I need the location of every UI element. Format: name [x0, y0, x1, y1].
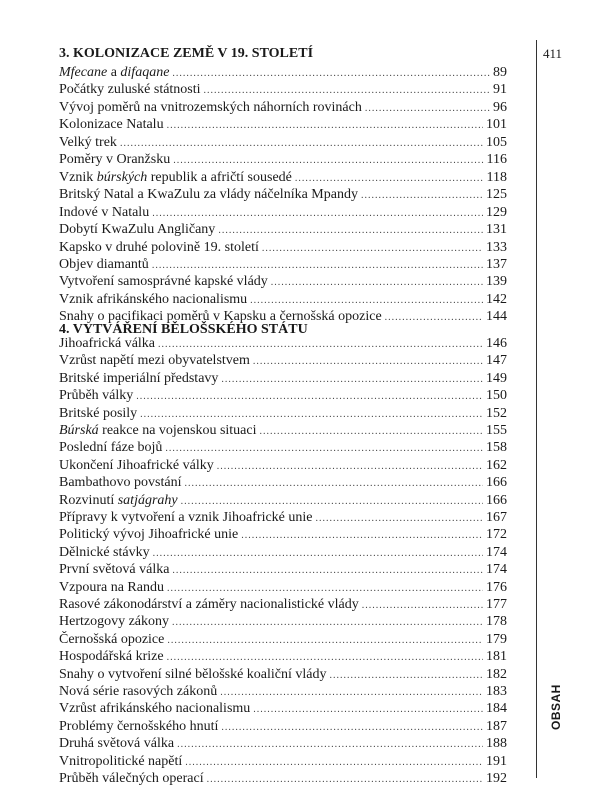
- toc-entry-text: Kapsko v druhé polovině 19. století: [59, 239, 259, 255]
- toc-entry-text: Druhá světová válka: [59, 736, 175, 752]
- toc-entry-text: Indové v Natalu: [59, 204, 150, 220]
- toc-entry-title: [59, 116, 164, 134]
- toc-entry-page: 166: [486, 492, 507, 508]
- toc-entry-title: [59, 352, 250, 370]
- toc-entry-page: 101: [486, 117, 507, 133]
- toc-entry-text: Dělnické stávky: [59, 544, 150, 560]
- toc-entry-page: 184: [486, 701, 507, 717]
- dot-leader: [220, 684, 483, 702]
- dot-leader: [241, 527, 483, 545]
- toc-entry-page: 176: [486, 579, 507, 595]
- toc-entry-page: 118: [486, 169, 507, 185]
- toc-entry[interactable]: [59, 683, 507, 701]
- dot-leader: [221, 371, 483, 389]
- toc-entry-text: Búrská: [59, 423, 99, 438]
- toc-entry[interactable]: [59, 561, 507, 579]
- toc-entry-text: Ukončení Jihoafrické války: [59, 457, 214, 473]
- toc-entry[interactable]: [59, 613, 507, 631]
- toc-entry-title: [59, 134, 117, 152]
- dot-leader: [185, 475, 484, 493]
- toc-entry[interactable]: [59, 526, 507, 544]
- toc-entry-title: [59, 544, 150, 562]
- toc-entry-text: Přípravy k vytvoření a vznik Jihoafrické unie: [59, 510, 313, 525]
- toc-entry-title: [59, 631, 164, 649]
- toc-entry-title: [59, 169, 292, 187]
- toc-entry-text: Britské imperiální představy: [59, 370, 219, 386]
- dot-leader: [271, 274, 483, 292]
- toc-entry-text: Poměry v Oranžsku: [59, 152, 171, 168]
- toc-entry-text: Vzpoura na Randu: [59, 579, 164, 595]
- toc-entry-title: [59, 509, 312, 527]
- dot-leader: [221, 719, 483, 737]
- toc-entry-text: Hertzogovy zákony: [59, 614, 170, 630]
- dot-leader: [185, 754, 483, 772]
- toc-entry[interactable]: [59, 596, 507, 614]
- toc-entry-title: [59, 561, 169, 579]
- toc-entry[interactable]: [59, 370, 507, 388]
- toc-entry-title: [59, 613, 169, 631]
- toc-entry-page: 155: [486, 423, 507, 438]
- margin-rule: [536, 40, 537, 778]
- toc-entry-text: Objev diamantů: [59, 256, 149, 272]
- toc-entry-title: [59, 666, 327, 684]
- toc-entry-page: 129: [486, 204, 507, 220]
- dot-leader: [152, 205, 483, 223]
- toc-entry-title: [59, 370, 218, 388]
- dot-leader: [173, 152, 483, 170]
- dot-leader: [167, 632, 483, 650]
- toc-entry-page: 133: [486, 239, 507, 255]
- toc-entry[interactable]: [59, 631, 507, 649]
- toc-entry-text: Britský Natal a KwaZulu za vlády náčelníka Mpandy: [59, 187, 358, 203]
- toc-entry-text: Mfecane: [59, 65, 108, 80]
- toc-entry-page: 147: [486, 353, 507, 369]
- toc-entry-text: Rasové zákonodárství a záměry nacionalistické vlády: [59, 597, 359, 612]
- toc-entry-page: 146: [486, 336, 507, 351]
- toc-entry-text: Průběh války: [59, 388, 134, 404]
- dot-leader: [217, 458, 483, 476]
- toc-entry-text: Britské posily: [59, 405, 138, 421]
- toc-entry[interactable]: [59, 221, 507, 239]
- toc-entry-title: [59, 273, 268, 291]
- toc-entry[interactable]: [59, 291, 507, 309]
- toc-entry-text: Snahy o vytvoření silné bělošské koaliční vlády: [59, 666, 327, 682]
- toc-entry-text: Velký trek: [59, 134, 117, 150]
- toc-entry[interactable]: [59, 169, 507, 187]
- toc-entry-title: [59, 492, 178, 510]
- toc-entry-title: [59, 239, 259, 257]
- toc-entry[interactable]: [59, 352, 507, 370]
- toc-entry-text: satjágrahy: [117, 492, 178, 508]
- toc-entry-title: [59, 457, 214, 475]
- dot-leader: [295, 170, 484, 188]
- toc-entry-page: 137: [486, 256, 507, 272]
- dot-leader: [262, 240, 483, 258]
- toc-entry-page: 174: [486, 544, 507, 560]
- toc-entry[interactable]: [59, 99, 507, 117]
- toc-entry-page: 131: [486, 222, 507, 238]
- dot-leader: [165, 440, 483, 458]
- toc-entry-title: [59, 99, 362, 117]
- dot-leader: [136, 388, 483, 406]
- toc-entry-text: Politický vývoj Jihoafrické unie: [59, 527, 239, 543]
- toc-entry-text: Kolonizace Natalu: [59, 117, 164, 133]
- toc-entry-title: [59, 387, 133, 405]
- dot-leader: [253, 701, 483, 719]
- dot-leader: [330, 667, 483, 685]
- toc-entry-title: [59, 291, 247, 309]
- dot-leader: [172, 562, 483, 580]
- toc-entry[interactable]: [59, 457, 507, 475]
- toc-entry-text: Průběh válečných operací: [59, 771, 204, 786]
- toc-entry-page: 174: [486, 562, 507, 578]
- toc-entry-title: [59, 439, 162, 457]
- toc-entry[interactable]: [59, 700, 507, 718]
- toc-entry-page: 187: [486, 718, 507, 734]
- toc-entry[interactable]: [59, 151, 507, 169]
- toc-entry-title: [59, 735, 174, 753]
- toc-entry-title: [59, 204, 149, 222]
- toc-entry-text: reakce na vojenskou situaci: [98, 423, 257, 438]
- toc-entry-title: [59, 770, 204, 788]
- toc-entry-page: 139: [486, 274, 507, 290]
- dot-leader: [207, 771, 483, 789]
- dot-leader: [385, 309, 483, 327]
- toc-entry-text: První světová válka: [59, 562, 170, 578]
- toc-entry-title: [59, 579, 164, 597]
- toc-entry-text: búrských: [96, 169, 148, 185]
- toc-entry-page: 182: [486, 666, 507, 682]
- toc-entry-text: Vzrůst napětí mezi obyvatelstvem: [59, 353, 250, 369]
- dot-leader: [140, 406, 483, 424]
- toc-entry-page: 89: [493, 65, 507, 80]
- toc-entry-page: 116: [486, 152, 507, 168]
- dot-leader: [204, 82, 490, 100]
- toc-entry-title: [59, 256, 149, 274]
- dot-leader: [181, 493, 483, 511]
- dot-leader: [172, 65, 490, 83]
- toc-entry-text: republik a afričtí sousedé: [147, 169, 292, 185]
- toc-entry-title: [59, 718, 218, 736]
- toc-entry[interactable]: [59, 735, 507, 753]
- dot-leader: [152, 257, 483, 275]
- toc-entry-page: 144: [486, 309, 507, 325]
- toc-entry-page: 183: [486, 684, 507, 699]
- toc-entry-title: [59, 64, 169, 82]
- toc-entry-page: 177: [486, 597, 507, 612]
- side-label: OBSAH: [549, 684, 563, 730]
- toc-entry[interactable]: [59, 387, 507, 405]
- toc-entry-text: Poslední fáze bojů: [59, 440, 163, 456]
- toc-entry-text: Nová série rasových zákonů: [59, 684, 218, 699]
- toc-entry[interactable]: [59, 439, 507, 457]
- toc-entry-text: Vzrůst afrikánského nacionalismu: [59, 701, 251, 717]
- dot-leader: [120, 135, 483, 153]
- toc-entry-page: 152: [486, 405, 507, 421]
- toc-entry-title: [59, 474, 182, 492]
- toc-entry-page: 150: [486, 388, 507, 404]
- toc-entry[interactable]: [59, 544, 507, 562]
- toc-entry-page: 96: [493, 99, 507, 115]
- toc-entry[interactable]: [59, 134, 507, 152]
- toc-entry-title: [59, 648, 164, 666]
- toc-entry-text: Vznik afrikánského nacionalismu: [59, 291, 248, 307]
- toc-entry-title: [59, 700, 250, 718]
- toc-entry-title: [59, 221, 215, 239]
- toc-entry-title: [59, 186, 358, 204]
- dot-leader: [177, 736, 483, 754]
- toc-entry-page: 162: [486, 457, 507, 473]
- dot-leader: [158, 336, 483, 354]
- toc-entry-text: Snahy o pacifikaci poměrů v Kapsku a černošská opozice: [59, 309, 382, 325]
- toc-entry[interactable]: [59, 770, 507, 788]
- dot-leader: [260, 423, 484, 441]
- toc-entry[interactable]: [59, 64, 507, 82]
- toc-entry[interactable]: [59, 579, 507, 597]
- toc-entry-title: [59, 526, 238, 544]
- toc-entry-text: Vznik: [59, 169, 97, 185]
- toc-entry-title: [59, 683, 217, 701]
- toc-entry-text: Problémy černošského hnutí: [59, 718, 219, 734]
- toc-entry-text: Počátky zuluské státnosti: [59, 82, 201, 98]
- toc-entry-page: 166: [486, 475, 507, 491]
- toc-entry[interactable]: [59, 273, 507, 291]
- toc-entry-text: Černošská opozice: [59, 631, 165, 647]
- dot-leader: [361, 187, 483, 205]
- toc-entry-page: 188: [486, 736, 507, 752]
- page-number: 411: [543, 46, 563, 61]
- toc-entry-page: 172: [486, 527, 507, 543]
- toc-entry[interactable]: [59, 474, 507, 492]
- toc-entry-text: Vnitropolitické napětí: [59, 753, 183, 769]
- dot-leader: [172, 614, 483, 632]
- toc-entry-text: a: [107, 65, 121, 80]
- toc-entry[interactable]: [59, 666, 507, 684]
- toc-entry-title: [59, 335, 155, 353]
- toc-entry-title: [59, 422, 257, 440]
- toc-entry-text: Rozvinutí: [59, 492, 118, 508]
- toc-entry-page: 149: [486, 370, 507, 386]
- toc-entry[interactable]: [59, 405, 507, 423]
- toc-entry-page: 179: [486, 631, 507, 647]
- dot-leader: [167, 649, 483, 667]
- dot-leader: [218, 222, 483, 240]
- dot-leader: [365, 100, 490, 118]
- toc-entry-title: [59, 151, 170, 169]
- toc-entry-page: 105: [486, 134, 507, 150]
- toc-entry-title: [59, 81, 201, 99]
- toc-entry-text: Vývoj poměrů na vnitrozemských náhorních rovinách: [59, 99, 362, 115]
- toc-entry[interactable]: [59, 422, 507, 440]
- toc-entry-page: 181: [486, 649, 507, 665]
- toc-entry-page: 142: [486, 291, 507, 307]
- toc-entry[interactable]: [59, 509, 507, 527]
- toc-entry[interactable]: [59, 648, 507, 666]
- toc-entry[interactable]: [59, 492, 507, 510]
- dot-leader: [253, 353, 483, 371]
- dot-leader: [153, 545, 483, 563]
- toc-entry-page: 91: [493, 82, 507, 98]
- dot-leader: [167, 580, 483, 598]
- toc-entry-text: Jihoafrická válka: [59, 336, 156, 351]
- toc-entry[interactable]: [59, 204, 507, 222]
- toc-entry[interactable]: [59, 335, 507, 353]
- toc-entry-text: Dobytí KwaZulu Angličany: [59, 222, 216, 238]
- toc-entry[interactable]: [59, 81, 507, 99]
- toc-entry[interactable]: [59, 239, 507, 257]
- toc-entry[interactable]: [59, 718, 507, 736]
- toc-entry-text: difaqane: [120, 65, 170, 80]
- toc-entry-text: Bambathovo povstání: [59, 475, 182, 491]
- toc-entry-text: Vytvoření samosprávné kapské vlády: [59, 274, 268, 290]
- toc-entry-title: [59, 753, 182, 771]
- toc-entry[interactable]: [59, 116, 507, 134]
- toc-entry-page: 158: [486, 440, 507, 456]
- toc-entry-title: [59, 596, 359, 614]
- section-title: 3. KOLONIZACE ZEMĚ V 19. STOLETÍ: [59, 46, 314, 61]
- toc-entry-page: 192: [486, 771, 507, 786]
- toc-entry-page: 125: [486, 187, 507, 203]
- toc-entry-page: 178: [486, 614, 507, 630]
- toc-entry-title: [59, 405, 137, 423]
- toc-entry-page: 167: [486, 510, 507, 525]
- dot-leader: [167, 117, 483, 135]
- toc-entry[interactable]: [59, 186, 507, 204]
- toc-entry-text: Hospodářská krize: [59, 649, 164, 665]
- section-title: 4. VYTVÁŘENÍ BĚLOŠSKÉHO STÁTU: [59, 322, 308, 337]
- toc-entry[interactable]: [59, 256, 507, 274]
- toc-entry[interactable]: [59, 753, 507, 771]
- dot-leader: [315, 510, 483, 528]
- dot-leader: [250, 292, 483, 310]
- toc-entry-page: 191: [486, 753, 507, 769]
- dot-leader: [362, 597, 483, 615]
